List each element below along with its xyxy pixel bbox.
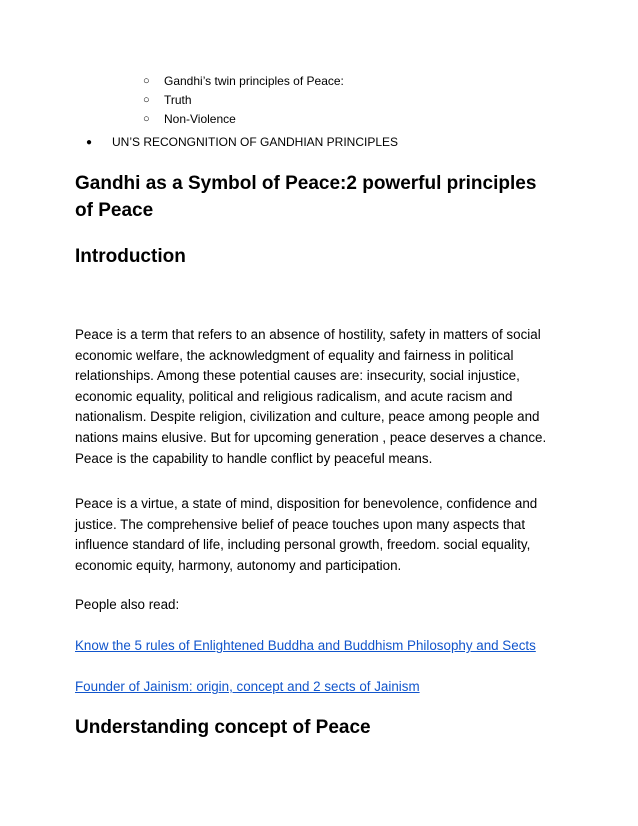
section-heading-peace-concept: Understanding concept of Peace xyxy=(75,717,371,738)
hollow-circle-bullet-icon: ○ xyxy=(143,94,150,106)
intro-paragraph-1: Peace is a term that refers to an absence of hostility, safety in matters of social economic welfare, the acknowledgment of equality and fairness in political relationships. Among these potential causes are: insecurity, social injustice, economic equality, political and religious radicalism, and acute racism and nationalism. Despite religion, civilization and culture, peace among people and nations mains elusive. But for upcoming generation , peace deserves a chance. Peace is the capability to handle conflict by peaceful means. xyxy=(75,327,547,466)
toc-subitem-label: Gandhi’s twin principles of Peace: xyxy=(164,74,344,88)
toc-main-item xyxy=(0,133,638,152)
toc-subitem-label: Truth xyxy=(164,93,192,107)
related-link-buddha[interactable]: Know the 5 rules of Enlightened Buddha and Buddhism Philosophy and Sects xyxy=(75,638,536,653)
article-title: Gandhi as a Symbol of Peace:2 powerful principles of Peace xyxy=(75,173,537,221)
hollow-circle-bullet-icon: ○ xyxy=(143,113,150,125)
toc-main-item-label: UN’S RECONGNITION OF GANDHIAN PRINCIPLES xyxy=(112,135,399,149)
intro-paragraph-2: Peace is a virtue, a state of mind, disposition for benevolence, confidence and justice. The comprehensive belief of peace touches upon many aspects that influence standard of life, including personal growth, freedom. social equality, economic equity, harmony, autonomy and participation. xyxy=(75,496,538,573)
also-read-label: People also read: xyxy=(75,597,180,612)
toc-subitem-label: Non-Violence xyxy=(164,112,236,126)
related-link-jainism[interactable]: Founder of Jainism: origin, concept and 2 sects of Jainism xyxy=(75,679,420,694)
intro-heading: Introduction xyxy=(75,246,186,267)
filled-circle-bullet-icon: ● xyxy=(86,137,93,148)
hollow-circle-bullet-icon: ○ xyxy=(143,75,150,87)
